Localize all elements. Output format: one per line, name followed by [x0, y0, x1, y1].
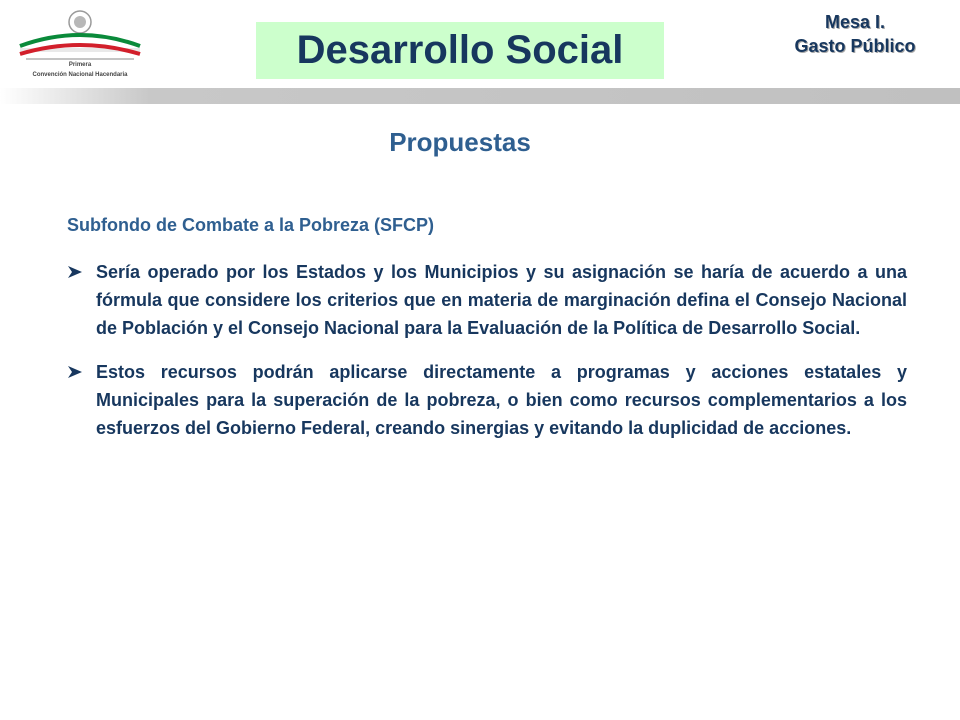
- arrow-bullet-icon: [67, 265, 83, 279]
- list-item-text: Estos recursos podrán aplicarse directamente a programas y acciones estatales y Municipales para la superación de la pobreza, o bien como recursos complementarios a los esfuerzos del Gobierno Federal, creando sinergias y evitando la duplicidad de acciones.: [96, 362, 907, 438]
- section-heading: Propuestas: [389, 127, 531, 157]
- page-title: Desarrollo Social: [296, 28, 624, 72]
- convention-logo: [14, 6, 146, 84]
- logo-text-line2: Convención Nacional Hacendaria: [32, 72, 128, 78]
- subfund-subheading: Subfondo de Combate a la Pobreza (SFCP): [67, 215, 435, 235]
- mesa-line1: Mesa I.: [824, 12, 886, 32]
- header-divider-bar: [0, 88, 960, 104]
- proposal-list: [67, 258, 907, 458]
- list-item-text: Sería operado por los Estados y los Municipios y su asignación se haría de acuerdo a una fórmula que considere los criterios que en materia de marginación defina el Consejo Nacional de Población y el Consejo Nacional para la Evaluación de la Política de Desarrollo Social.: [96, 262, 907, 338]
- title-banner: [256, 22, 664, 79]
- mesa-line2: Gasto Público: [794, 36, 916, 56]
- eagle-seal-icon: [14, 6, 146, 62]
- arrow-bullet-icon: [67, 365, 83, 379]
- list-item: [67, 258, 907, 342]
- mesa-label: [760, 10, 950, 58]
- logo-text-line1: Primera: [68, 62, 92, 68]
- list-item: [67, 358, 907, 442]
